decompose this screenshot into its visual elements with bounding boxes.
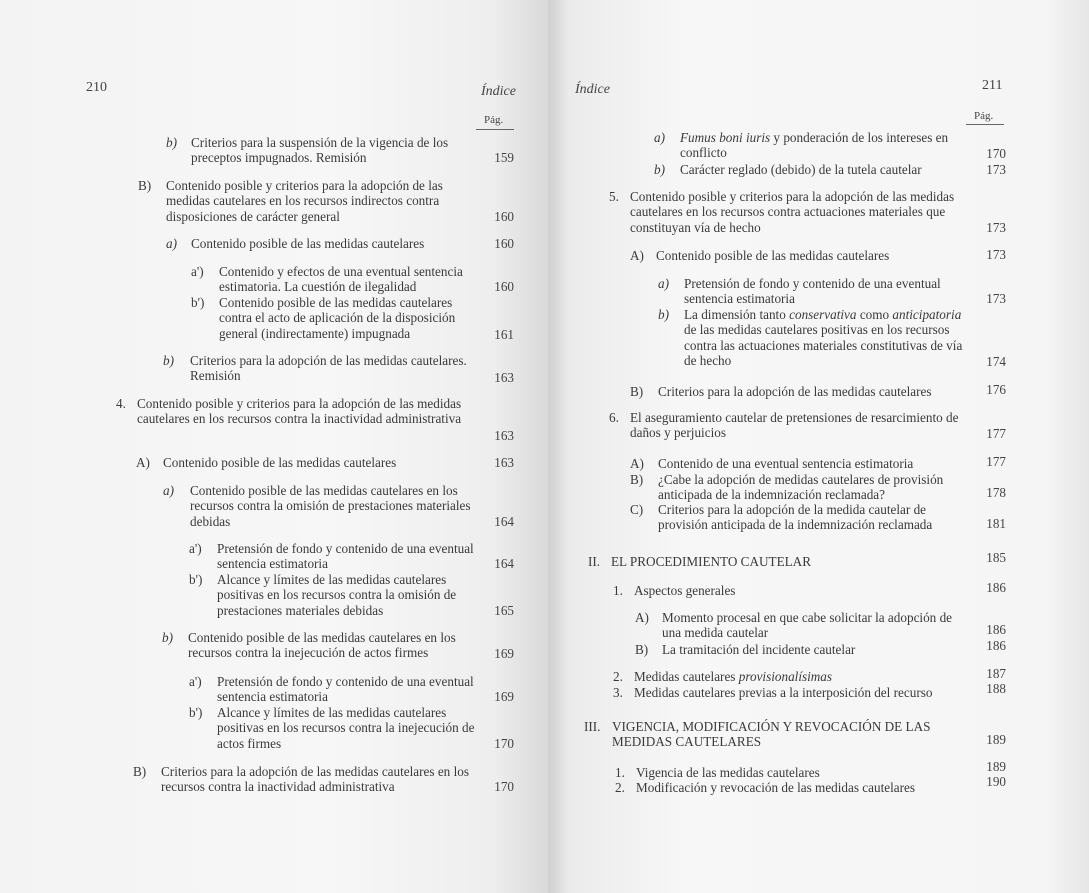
page-number: 210	[86, 80, 107, 95]
pag-label: Pág.	[484, 114, 504, 126]
pag-rule	[966, 124, 1004, 125]
pag-label: Pág.	[974, 110, 994, 122]
pag-rule	[476, 129, 514, 130]
left-page: 210 Índice Pág. b) Criterios para la suspensión de la vigencia de los preceptos impugnados. Remisión 159 B) Contenido posible y criterios para la adopción de las medidas cautelares en los recursos indirectos contra disposiciones de carácter general 160 a) Contenido posible de las medidas cautelares 160 a') Contenido y efectos de una eventual sentencia estimatoria. La cuestión de ilegalidad 160 b') Contenido posible de las medidas cautelares contra el acto de aplicación de la disposición general (indirectamente) impugnada 161 b) Criterios para la adopción de las medidas cautelares. Remisión 163 4. Contenido posible y criterios para la adopción de las medidas cautelares en los recursos contra la inactividad administrativa 163 A) Contenido posible de las medidas cautelares 163 a) Contenido posible de las medidas cautelares en los recursos contra la omisión de prestaciones materiales debidas 164 a') Pretensión de fondo y contenido de una eventual sentencia estimatoria 164 b') Alcance y límites de las medidas cautelares positivas en los recursos contra la omisión de prestaciones materiales debidas 165 b) Contenido posible de las medidas cautelares en los recursos contra la inejecución de actos firmes 169 a') Pretensión de fondo y contenido de una eventual sentencia estimatoria 169 b') Alcance y límites de las medidas cautelares positivas en los recursos contra la inejecución de actos firmes 170 B) Criterios para la adopción de las medidas cautelares en los recursos contra la inactividad administrativa 170	[0, 0, 548, 893]
running-head: Índice	[481, 84, 516, 99]
page-number: 211	[982, 78, 1003, 93]
right-page: Índice 211 Pág. a) Fumus boni iuris y ponderación de los intereses en conflicto 170 b) Carácter reglado (debido) de la tutela cautelar 173 5. Contenido posible y criterios para la adopción de las medidas cautelares en los recursos contra actuaciones materiales que constituyan vía de hecho 173 A) Contenido posible de las medidas cautelares 173 a) Pretensión de fondo y contenido de una eventual sentencia estimatoria 173 b) La dimensión tanto conservativa como anticipatoria de las medidas cautelares positivas en los recursos contra las actuaciones materiales constitutivas de vía de hecho 174 B) Criterios para la adopción de las medidas cautelares 176 6. El aseguramiento cautelar de pretensiones de resarcimiento de daños y perjuicios 177 A) Contenido de una eventual sentencia estimatoria 177 B) ¿Cabe la adopción de medidas cautelares de provisión anticipada de la indemnización reclamada? 178 C) Criterios para la adopción de la medida cautelar de provisión anticipada de la indemnización reclamada 181 II. EL PROCEDIMIENTO CAUTELAR 185 1. Aspectos generales 186 A) Momento procesal en que cabe solicitar la adopción de una medida cautelar 186 B) La tramitación del incidente cautelar 186 2. Medidas cautelares provisionalísimas 187 3. Medidas cautelares previas a la interposición del recurso 188 III. VIGENCIA, MODIFICACIÓN Y REVOCACIÓN DE LAS MEDIDAS CAUTELARES 189 1. Vigencia de las medidas cautelares 189 2. Modificación y revocación de las medidas cautelares 190	[548, 0, 1089, 893]
running-head: Índice	[575, 82, 610, 97]
